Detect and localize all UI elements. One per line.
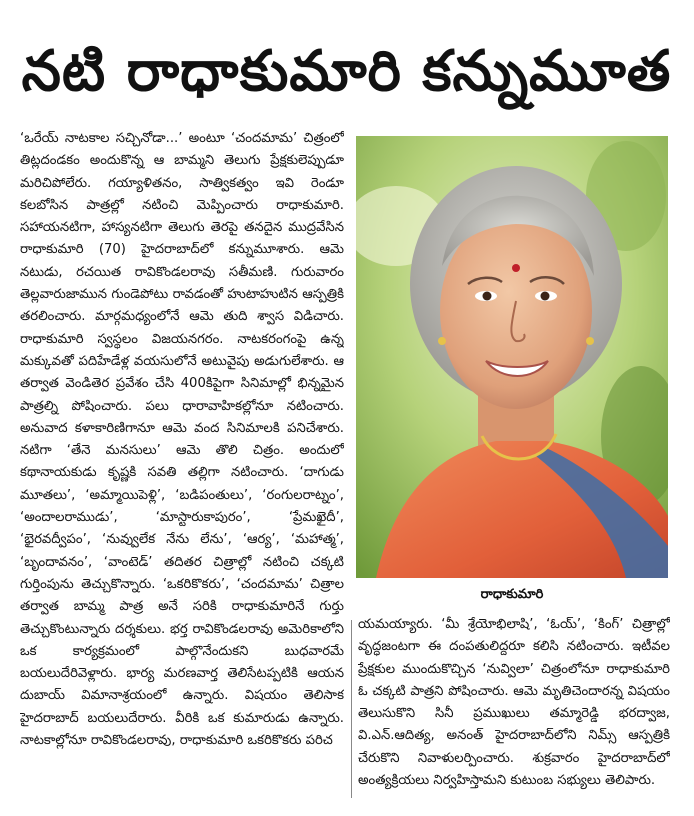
article-column-left	[20, 128, 344, 798]
portrait-photo	[356, 136, 668, 578]
article-text-left: ‘ఒరేయ్ నాటకాల సచ్చినోడా...’ అంటూ ‘చందమామ’ చిత్రంలో తిట్లదండకం అందుకొన్న ఆ బామ్మని తెలుగు ప్రేక్షకులెప్పుడూ మరిచిపోలేరు. గయ్యాళితనం, సాత్వికత్వం ఇవి రెండూ కలబోసిన పాత్రల్లో నటించి మెప్పించారు రాధాకుమారి. సహాయనటిగా, హాస్యనటిగా తెలుగు తెరపై తనదైన ముద్రవేసిన రాధాకుమారి (70) హైదరాబాద్‌లో కన్నుమూశారు. ఆమె నటుడు, రచయిత రావికొండలరావు సతీమణి. గురువారం తెల్లవారుజామున గుండెపోటు రావడంతో హుటాహుటిన ఆస్పత్రికి తరలించారు. మార్గమధ్యంలోనే ఆమె తుది శ్వాస విడిచారు. రాధాకుమారి స్వస్థలం విజయనగరం. నాటకరంగంపై ఉన్న మక్కువతో పదిహేడేళ్ల వయసులోనే అటువైపు అడుగులేశారు. ఆ తర్వాత వెండితెర ప్రవేశం చేసి 400కిపైగా సినిమాల్లో భిన్నమైన పాత్రల్ని పోషించారు. పలు ధారావాహికల్లోనూ నటించారు. అనువాద కళాకారిణిగానూ ఆమె వంద సినిమాలకి పనిచేశారు. నటిగా ‘తేనె మనసులు’ ఆమె తొలి చిత్రం. అందులో కథానాయకుడు కృష్ణకి సవతి తల్లిగా నటించారు. ‘దాగుడు మూతలు’, ‘అమ్మాయిపెళ్లి’, ‘బడిపంతులు’, ‘రంగులరాట్నం’, ‘అందాలరాముడు’, ‘మాస్టారుకాపురం’, ‘ప్రేమఖైదీ’, ‘భైరవద్వీపం’, ‘నువ్వులేక నేను లేను’, ‘ఆర్య’, ‘మహాత్మ’, ‘బృందావనం’, ‘వాంటెడ్’ తదితర చిత్రాల్లో నటించి చక్కటి గుర్తింపును తెచ్చుకొన్నారు. ‘ఒకరికొకరు’, ‘చందమామ’ చిత్రాల తర్వాత బామ్మ పాత్ర అనే సరికి రాధాకుమారినే గుర్తు తెచ్చుకొంటున్నారు దర్శకులు. భర్త రావికొండలరావు అమెరికాలోని ఒక కార్యక్రమంలో పాల్గొనేందుకని బుధవారమే బయలుదేరివెళ్లారు. భార్య మరణవార్త తెలిసేటప్పటికి ఆయన దుబాయ్ విమానాశ్రయంలో ఉన్నారు. విషయం తెలిసాక హైదరాబాద్ బయలుదేరారు. వీరికి ఒక కుమారుడు ఉన్నారు. నాటకాల్లోనూ రావికొండలరావు, రాధాకుమారి ఒకరికొకరు పరిచ	[20, 131, 344, 749]
newspaper-clipping	[16, 16, 677, 800]
article-column-right	[358, 614, 670, 800]
article-text-right: యమయ్యారు. ‘మీ శ్రేయోభిలాషి’, ‘ఓయ్’, ‘కింగ్’ చిత్రాల్లో వృద్ధజంటగా ఈ దంపతులిద్దరూ కలిసి నటించారు. ఇటీవల ప్రేక్షకుల ముందుకొచ్చిన ‘నువ్విలా’ చిత్రంలోనూ రాధాకుమారి ఓ చక్కటి పాత్రని పోషించారు. ఆమె మృతిచెందారన్న విషయం తెలుసుకొని సినీ ప్రముఖులు తమ్మారెడ్డి భరద్వాజ, వి.ఎన్.ఆదిత్య, అనంత్ హైదరాబాద్‌లోని నిమ్స్ ఆస్పత్రికి చేరుకొని నివాళులర్పించారు. శుక్రవారం హైదరాబాద్‌లో అంత్యక్రియలు నిర్వహిస్తామని కుటుంబ సభ్యులు తెలిపారు.	[358, 617, 670, 789]
portrait-image	[356, 136, 668, 578]
photo-caption: రాధాకుమారి	[480, 587, 544, 602]
column-divider	[351, 620, 352, 798]
headline: నటి రాధాకుమారి కన్నుమూత	[21, 39, 672, 104]
